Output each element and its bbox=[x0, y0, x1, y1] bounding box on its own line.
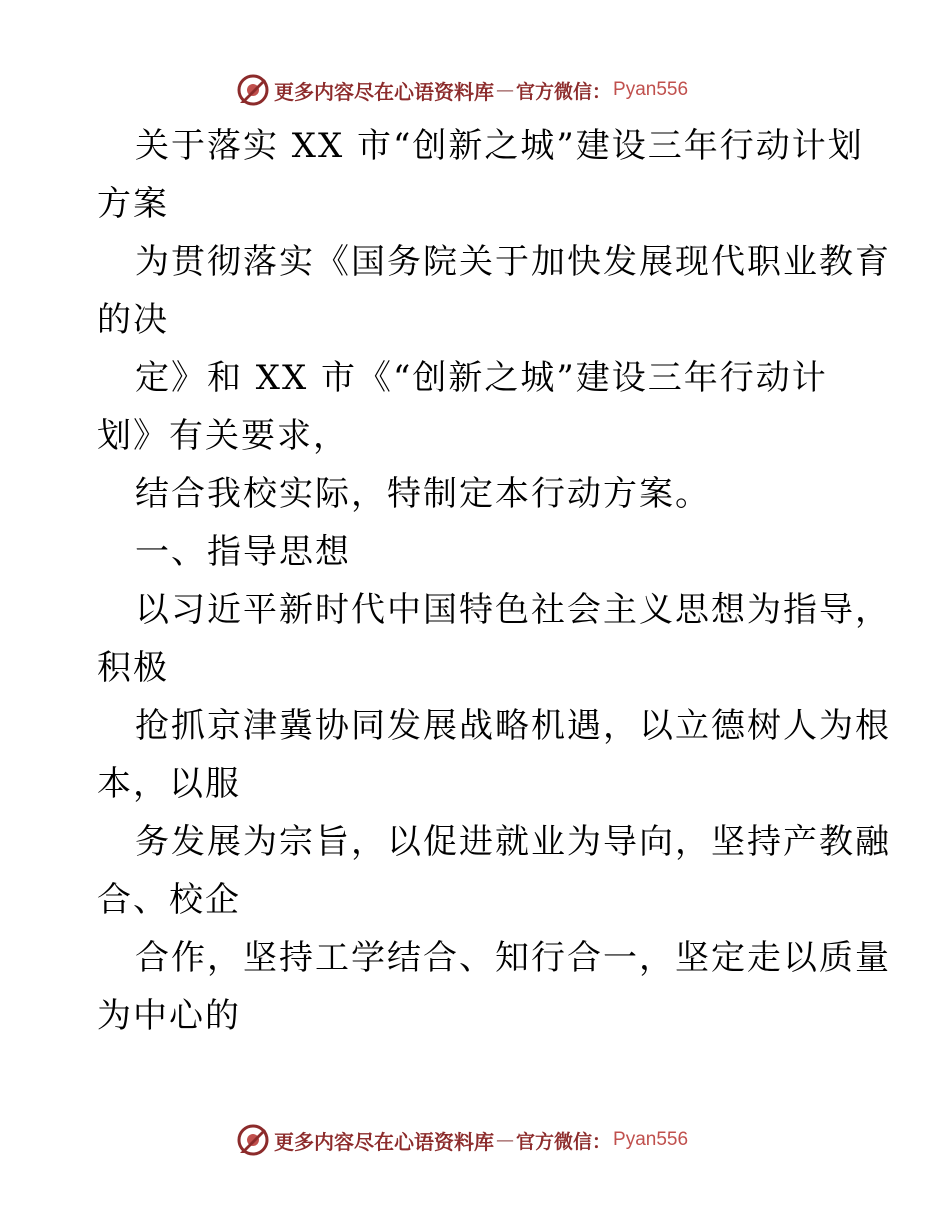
paragraph-line: 为中心的 bbox=[97, 996, 241, 1036]
paragraph-line: 务发展为宗旨，以促进就业为导向，坚持产教融 bbox=[135, 822, 891, 862]
quill-logo-icon bbox=[236, 73, 270, 107]
document-title-line-2: 方案 bbox=[97, 184, 169, 224]
document-title-line-1: 关于落实 XX 市“创新之城”建设三年行动计划 bbox=[135, 126, 864, 166]
paragraph-line: 为贯彻落实《国务院关于加快发展现代职业教育 bbox=[135, 242, 891, 282]
paragraph-line: 本，以服 bbox=[97, 764, 241, 804]
banner-separator: — bbox=[496, 79, 514, 101]
paragraph-line: 积极 bbox=[97, 648, 169, 688]
paragraph-line: 以习近平新时代中国特色社会主义思想为指导， bbox=[135, 590, 891, 630]
paragraph-line: 的决 bbox=[97, 300, 169, 340]
banner-slogan: 更多内容尽在心语资料库 bbox=[274, 1129, 494, 1154]
banner-wechat-id: Pyan556 bbox=[613, 1129, 689, 1150]
paragraph-line: 划》有关要求， bbox=[97, 416, 349, 456]
banner-slogan: 更多内容尽在心语资料库 bbox=[274, 79, 494, 104]
paragraph-line: 合作，坚持工学结合、知行合一，坚定走以质量 bbox=[135, 938, 891, 978]
banner-separator: — bbox=[496, 1129, 514, 1151]
paragraph-line: 结合我校实际，特制定本行动方案。 bbox=[135, 474, 711, 514]
header-banner bbox=[236, 72, 688, 108]
paragraph-line: 抢抓京津冀协同发展战略机遇，以立德树人为根 bbox=[135, 706, 891, 746]
banner-wechat-label: 官方微信： bbox=[516, 1130, 612, 1153]
paragraph-line: 合、校企 bbox=[97, 880, 241, 920]
section-heading: 一、指导思想 bbox=[135, 532, 351, 572]
banner-wechat-label: 官方微信： bbox=[516, 80, 612, 103]
footer-banner bbox=[236, 1122, 688, 1158]
banner-wechat-id: Pyan556 bbox=[613, 79, 689, 100]
paragraph-line: 定》和 XX 市《“创新之城”建设三年行动计 bbox=[135, 358, 828, 398]
quill-logo-icon bbox=[236, 1123, 270, 1157]
